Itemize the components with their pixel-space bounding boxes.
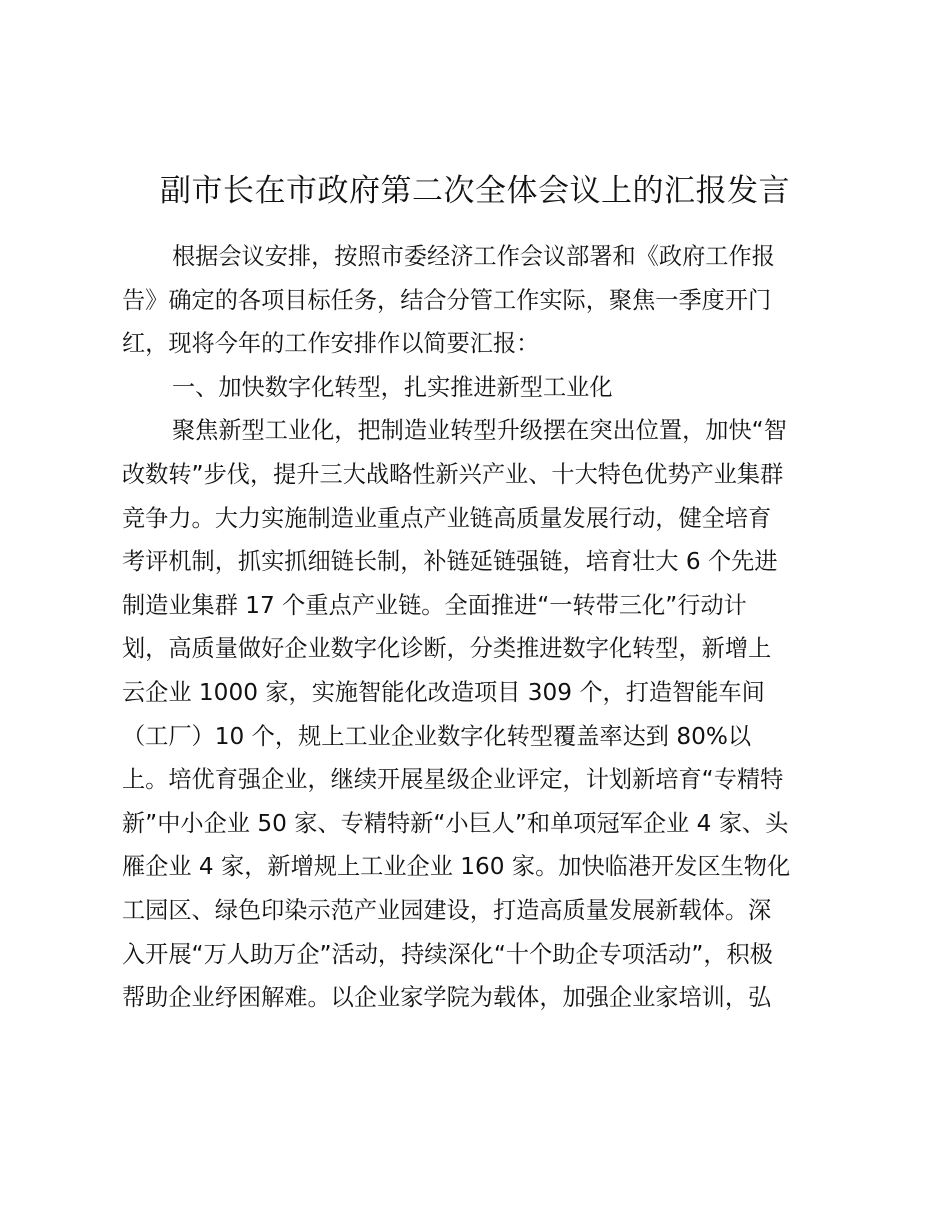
- document-title: 副市长在市政府第二次全体会议上的汇报发言: [160, 173, 790, 209]
- paragraph-line-11: 云企业 1000 家，实施智能化改造项目 309 个，打造智能车间: [122, 678, 765, 706]
- paragraph-line-2: 告》确定的各项目标任务，结合分管工作实际，聚焦一季度开门: [122, 286, 772, 314]
- paragraph-line-12: （工厂）10 个，规上工业企业数字化转型覆盖率达到 80%以: [122, 722, 752, 750]
- paragraph-line-10: 划，高质量做好企业数字化诊断，分类推进数字化转型，新增上: [122, 635, 772, 663]
- section-heading: 一、加快数字化转型，扎实推进新型工业化: [172, 373, 613, 401]
- document-body: [122, 240, 842, 1025]
- paragraph-line-6: 改数转”步伐，提升三大战略性新兴产业、十大特色优势产业集群: [122, 460, 784, 488]
- paragraph-line-5: 聚焦新型工业化，把制造业转型升级摆在突出位置，加快“智: [172, 417, 787, 445]
- paragraph-line-7: 竞争力。大力实施制造业重点产业链高质量发展行动，健全培育: [122, 504, 772, 532]
- paragraph-line-18: 帮助企业纾困解难。以企业家学院为载体，加强企业家培训，弘: [122, 984, 772, 1012]
- paragraph-line-8: 考评机制，抓实抓细链长制，补链延链强链，培育壮大 6 个先进: [122, 548, 778, 576]
- paragraph-line-13: 上。培优育强企业，继续开展星级企业评定，计划新培育“专精特: [122, 766, 784, 794]
- paragraph-line-14: 新”中小企业 50 家、专精特新“小巨人”和单项冠军企业 4 家、头: [122, 809, 789, 837]
- paragraph-line-17: 入开展“万人助万企”活动，持续深化“十个助企专项活动”，积极: [122, 940, 773, 968]
- paragraph-line-1: 根据会议安排，按照市委经济工作会议部署和《政府工作报: [172, 243, 775, 270]
- paragraph-line-9: 制造业集群 17 个重点产业链。全面推进“一转带三化”行动计: [122, 591, 747, 619]
- paragraph-line-3: 红，现将今年的工作安排作以简要汇报：: [122, 330, 540, 358]
- paragraph-line-15: 雁企业 4 家，新增规上工业企业 160 家。加快临港开发区生物化: [122, 853, 791, 881]
- paragraph-line-16: 工园区、绿色印染示范产业园建设，打造高质量发展新载体。深: [122, 896, 772, 924]
